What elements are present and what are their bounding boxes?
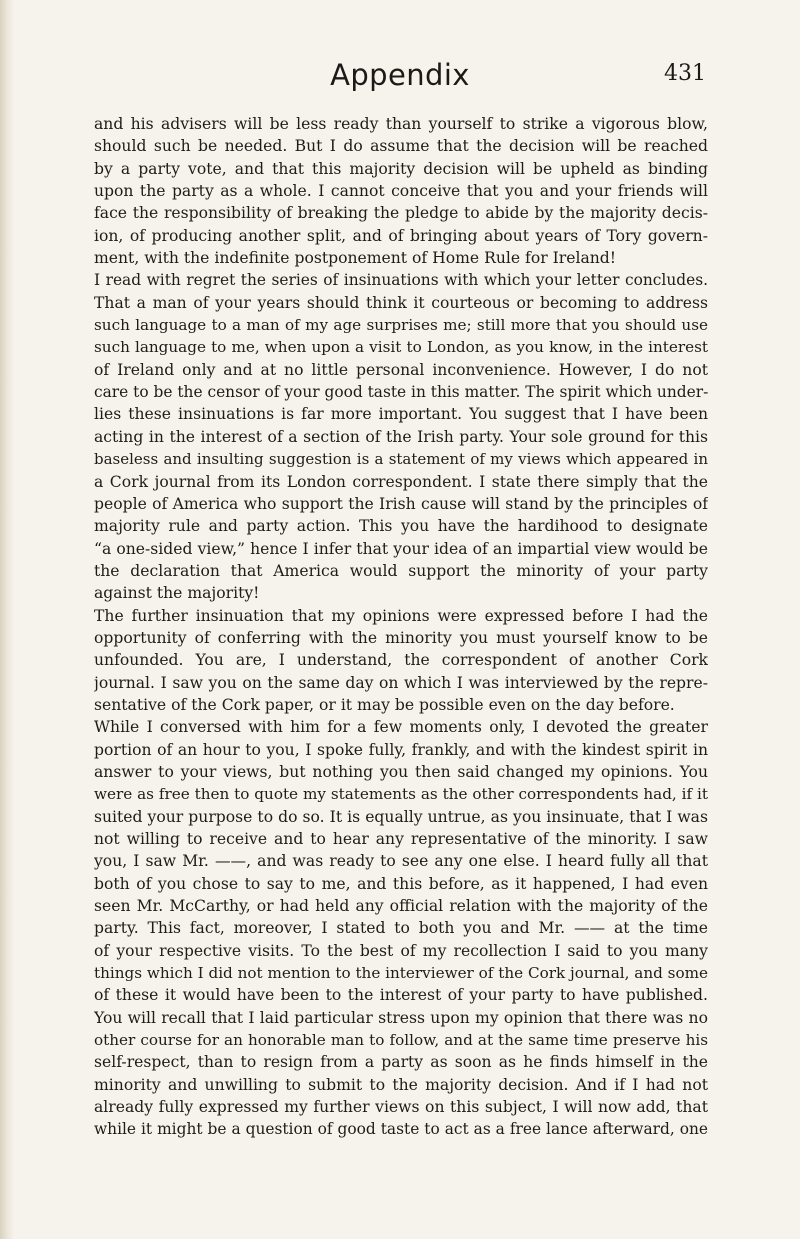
text-line: people of America who support the Irish cause will stand by the principles of: [94, 494, 708, 513]
text-line: of Ireland only and at no little personal inconvenience. However, I do not: [94, 360, 708, 379]
text-line: and his advisers will be less ready than yourself to strike a vigorous blow,: [94, 115, 708, 133]
text-line: The further insinuation that my opinions were expressed before I had the: [94, 606, 708, 625]
text-line: You will recall that I laid particular stress upon my opinion that there was no: [94, 1008, 708, 1027]
text-line: ment, with the indefinite postponement of Home Rule for Ireland!: [94, 249, 617, 268]
book-spine-shadow: [0, 0, 14, 1239]
text-line: majority rule and party action. This you have the hardihood to designate: [94, 517, 708, 536]
text-line: opportunity of conferring with the minority you must yourself know to be: [94, 628, 708, 647]
body-text: [94, 113, 708, 1141]
text-line: journal. I saw you on the same day on which I was interviewed by the repre-: [94, 673, 708, 692]
text-line: care to be the censor of your good taste in this matter. The spirit which under-: [94, 383, 708, 402]
text-line: against the majority!: [94, 584, 260, 603]
text-line: such language to me, when upon a visit to London, as you know, in the interest: [94, 338, 708, 357]
text-line: I read with regret the series of insinuations with which your letter concludes.: [94, 271, 708, 290]
text-line: lies these insinuations is far more important. You suggest that I have been: [94, 405, 708, 424]
text-line: face the responsibility of breaking the pledge to abide by the majority decis-: [94, 204, 708, 223]
text-line: self-respect, than to resign from a party as soon as he finds himself in the: [94, 1053, 708, 1072]
text-line: of your respective visits. To the best of my recollection I said to you many: [94, 941, 708, 960]
text-line: portion of an hour to you, I spoke fully, frankly, and with the kindest spirit in: [94, 740, 708, 759]
text-line: ion, of producing another split, and of bringing about years of Tory govern-: [94, 226, 708, 245]
text-line: the declaration that America would support the minority of your party: [94, 561, 708, 580]
text-line: were as free then to quote my statements as the other correspondents had, if it: [94, 785, 708, 804]
text-line: both of you chose to say to me, and this before, as it happened, I had even: [94, 874, 708, 893]
text-line: answer to your views, but nothing you then said changed my opinions. You: [94, 762, 708, 781]
text-line: other course for an honorable man to follow, and at the same time preserve his: [94, 1031, 708, 1050]
text-line: of these it would have been to the interest of your party to have published.: [94, 986, 708, 1005]
text-line: While I conversed with him for a few moments only, I devoted the greater: [94, 718, 708, 737]
text-line: things which I did not mention to the interviewer of the Cork journal, and some: [94, 964, 708, 983]
page-number: 431: [664, 61, 706, 86]
text-line: such language to a man of my age surprises me; still more that you should use: [94, 316, 708, 335]
running-head: Appendix: [330, 58, 470, 92]
text-line: acting in the interest of a section of the Irish party. Your sole ground for this: [94, 427, 708, 446]
text-line: party. This fact, moreover, I stated to both you and Mr. —— at the time: [94, 919, 708, 938]
text-line: upon the party as a whole. I cannot conceive that you and your friends will: [94, 182, 708, 201]
text-line: sentative of the Cork paper, or it may be possible even on the day before.: [94, 695, 675, 714]
text-line: by a party vote, and that this majority decision will be upheld as binding: [94, 159, 708, 178]
page-header: [0, 58, 800, 98]
text-line: minority and unwilling to submit to the majority decision. And if I had not: [94, 1075, 708, 1094]
text-line: already fully expressed my further views on this subject, I will now add, that: [94, 1098, 708, 1117]
text-line: That a man of your years should think it courteous or becoming to address: [94, 293, 708, 312]
text-line: unfounded. You are, I understand, the correspondent of another Cork: [94, 651, 708, 670]
text-line: suited your purpose to do so. It is equally untrue, as you insinuate, that I was: [94, 807, 708, 826]
text-line: you, I saw Mr. ——, and was ready to see any one else. I heard fully all that: [94, 852, 708, 871]
text-line: should such be needed. But I do assume that the decision will be reached: [94, 137, 708, 156]
text-line: while it might be a question of good taste to act as a free lance afterward, one: [94, 1120, 708, 1139]
text-line: a Cork journal from its London correspondent. I state there simply that the: [94, 472, 708, 491]
text-line: “a one-sided view,” hence I infer that your idea of an impartial view would be: [94, 539, 708, 558]
text-line: baseless and insulting suggestion is a statement of my views which appeared in: [94, 450, 708, 469]
text-line: seen Mr. McCarthy, or had held any official relation with the majority of the: [94, 897, 708, 916]
text-line: not willing to receive and to hear any representative of the minority. I saw: [94, 830, 708, 848]
